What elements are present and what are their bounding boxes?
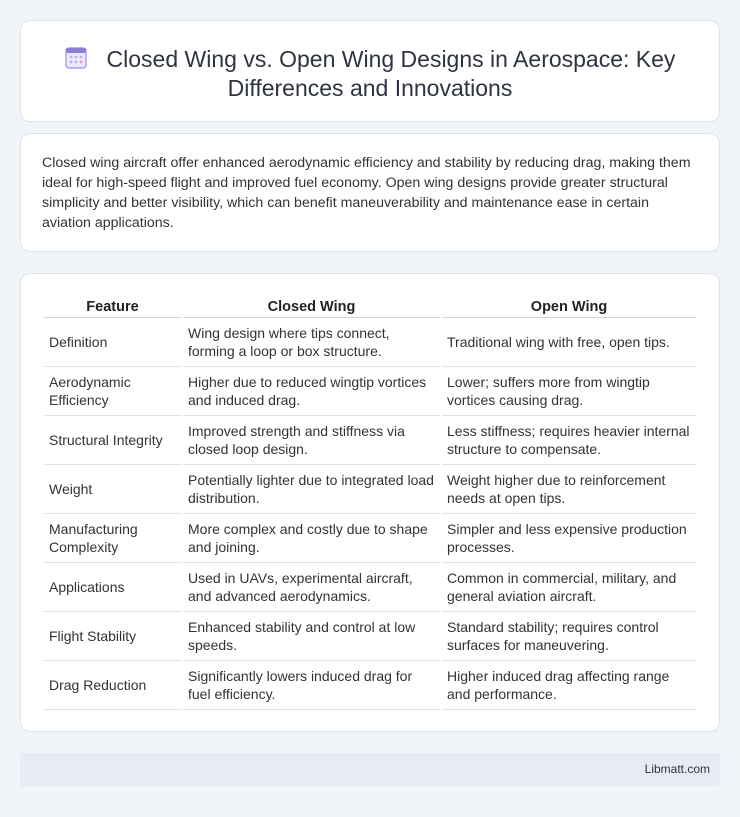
- intro-paragraph: Closed wing aircraft offer enhanced aerodynamic efficiency and stability by reducing drag, making them ideal for high-speed flight and improved fuel economy. Open wing designs provide greater structural simplicity and better visibility, which can benefit maneuverability and maintenance ease in certain aviation applications.: [42, 155, 691, 231]
- closed-wing-cell: Higher due to reduced wingtip vortices and induced drag.: [183, 367, 440, 416]
- closed-wing-cell: Potentially lighter due to integrated load distribution.: [183, 465, 440, 514]
- feature-cell: Weight: [44, 465, 181, 514]
- feature-cell: Structural Integrity: [44, 416, 181, 465]
- page-title: Closed Wing vs. Open Wing Designs in Aerospace: Key Differences and Innovations: [106, 46, 676, 101]
- table-row: [44, 661, 696, 710]
- open-wing-cell: Traditional wing with free, open tips.: [442, 318, 696, 367]
- table-header-row: [44, 296, 696, 318]
- feature-cell: Applications: [44, 563, 181, 612]
- title-card: [20, 20, 720, 122]
- feature-cell: Definition: [44, 318, 181, 367]
- closed-wing-cell: Significantly lowers induced drag for fuel efficiency.: [183, 661, 440, 710]
- header-open-wing: Open Wing: [442, 296, 696, 318]
- feature-cell: Drag Reduction: [44, 661, 181, 710]
- closed-wing-cell: Used in UAVs, experimental aircraft, and advanced aerodynamics.: [183, 563, 440, 612]
- table-row: [44, 612, 696, 661]
- closed-wing-cell: Enhanced stability and control at low speeds.: [183, 612, 440, 661]
- table-row: [44, 416, 696, 465]
- feature-cell: Flight Stability: [44, 612, 181, 661]
- open-wing-cell: Lower; suffers more from wingtip vortices causing drag.: [442, 367, 696, 416]
- comparison-table: [42, 296, 698, 710]
- feature-cell: Manufacturing Complexity: [44, 514, 181, 563]
- open-wing-cell: Weight higher due to reinforcement needs at open tips.: [442, 465, 696, 514]
- intro-card: [20, 133, 720, 252]
- feature-cell: Aerodynamic Efficiency: [44, 367, 181, 416]
- table-row: [44, 367, 696, 416]
- closed-wing-cell: More complex and costly due to shape and joining.: [183, 514, 440, 563]
- table-row: [44, 465, 696, 514]
- calendar-icon: [65, 46, 87, 70]
- closed-wing-cell: Improved strength and stiffness via closed loop design.: [183, 416, 440, 465]
- open-wing-cell: Higher induced drag affecting range and performance.: [442, 661, 696, 710]
- table-row: [44, 563, 696, 612]
- comparison-card: [20, 273, 720, 732]
- table-row: [44, 318, 696, 367]
- table-row: [44, 514, 696, 563]
- open-wing-cell: Common in commercial, military, and general aviation aircraft.: [442, 563, 696, 612]
- footer: [20, 753, 720, 786]
- page-title-wrap: [21, 45, 719, 103]
- header-closed-wing: Closed Wing: [183, 296, 440, 318]
- open-wing-cell: Standard stability; requires control surfaces for maneuvering.: [442, 612, 696, 661]
- closed-wing-cell: Wing design where tips connect, forming a loop or box structure.: [183, 318, 440, 367]
- open-wing-cell: Simpler and less expensive production processes.: [442, 514, 696, 563]
- open-wing-cell: Less stiffness; requires heavier internal structure to compensate.: [442, 416, 696, 465]
- footer-brand: Libmatt.com: [644, 762, 710, 776]
- header-feature: Feature: [44, 296, 181, 318]
